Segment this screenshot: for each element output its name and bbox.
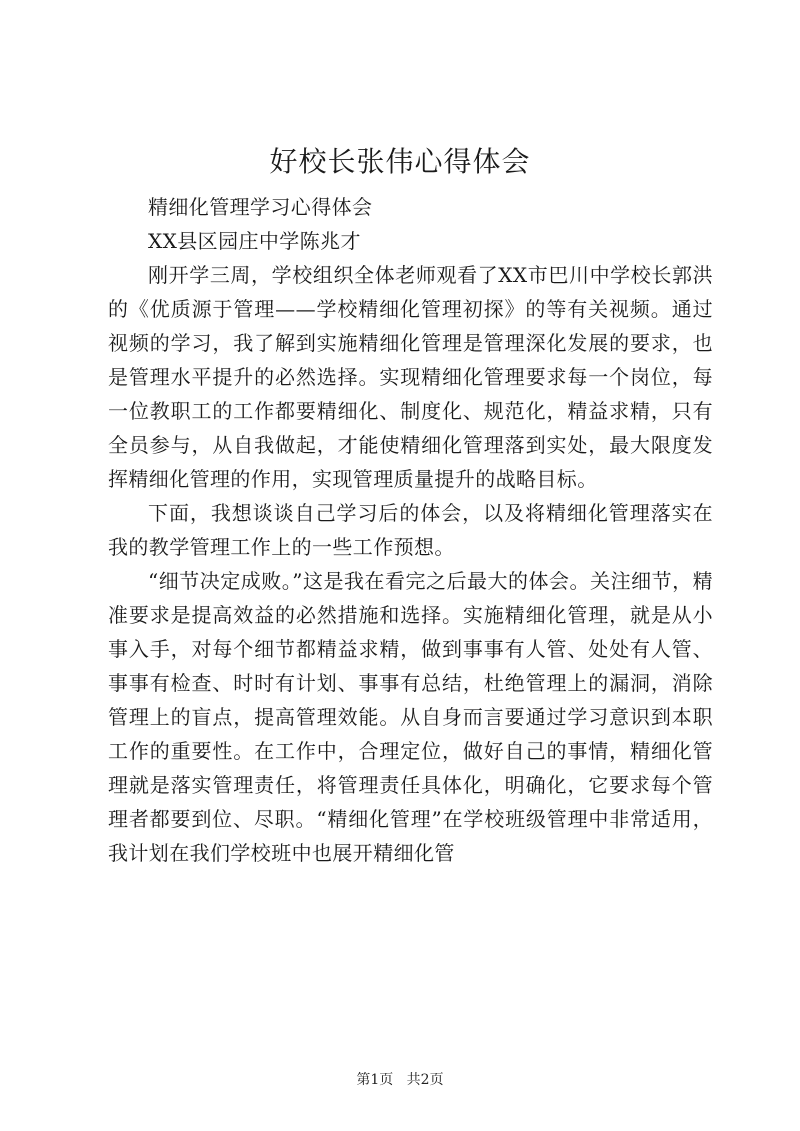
- page-footer: [0, 1070, 800, 1090]
- body-paragraph: 下面，我想谈谈自己学习后的体会，以及将精细化管理落实在我的教学管理工作上的一些工作预想。: [108, 501, 713, 559]
- subtitle-paragraph: 精细化管理学习心得体会: [148, 195, 373, 219]
- document-title: 好校长张伟心得体会: [269, 145, 531, 178]
- author-paragraph: XX县区园庄中学陈兆才: [148, 229, 361, 253]
- body-paragraph: “细节决定成败。”这是我在看完之后最大的体会。关注细节，精准要求是提高效益的必然措施和选择。实施精细化管理，就是从小事入手，对每个细节都精益求精，做到事事有人管、处处有人管、事事有检查、时时有计划、事事有总结，杜绝管理上的漏洞，消除管理上的盲点，提高管理效能。从自身而言要通过学习意识到本职工作的重要性。在工作中，合理定位，做好自己的事情，精细化管理就是落实管理责任，将管理责任具体化，明确化，它要求每个管理者都要到位、尽职。“精细化管理”在学校班级管理中非常适用，我计划在我们学校班中也展开精细化管: [108, 569, 713, 865]
- body-paragraph: 刚开学三周，学校组织全体老师观看了XX市巴川中学校长郭洪的《优质源于管理——学校精细化管理初探》的等有关视频。通过视频的学习，我了解到实施精细化管理是管理深化发展的要求，也是管理水平提升的必然选择。实现精细化管理要求每一个岗位，每一位教职工的工作都要精细化、制度化、规范化，精益求精，只有全员参与，从自我做起，才能使精细化管理落到实处，最大限度发挥精细化管理的作用，实现管理质量提升的战略目标。: [108, 263, 713, 491]
- page-number: 第1页: [356, 1072, 394, 1088]
- page-total: 共2页: [406, 1072, 444, 1088]
- document-body: [108, 190, 713, 870]
